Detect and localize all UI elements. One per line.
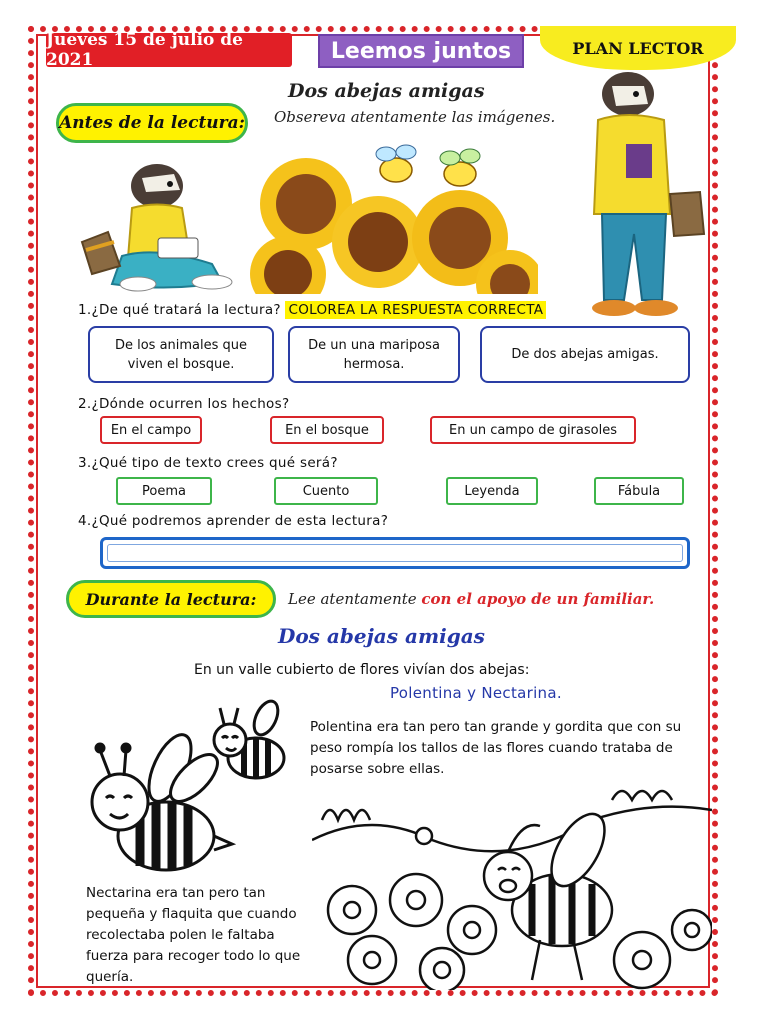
- flower-field-scene-illustration: [312, 780, 712, 990]
- antes-section-pill: [56, 103, 248, 143]
- story-title: Dos abejas amigas: [278, 624, 485, 648]
- story-title-top: Dos abejas amigas: [288, 80, 485, 102]
- question-1-highlight: COLOREA LA RESPUESTA CORRECTA: [285, 301, 546, 319]
- durante-section-pill: [66, 580, 276, 618]
- q3-option-cuento[interactable]: Cuento: [274, 477, 378, 505]
- question-4: 4.¿Qué podremos aprender de esta lectura?: [78, 513, 389, 529]
- paragraph-nectarina: Nectarina era tan pero tan pequeña y flaquita que cuando recolectaba polen le faltaba fuerza para recoger todo lo que quería.: [86, 885, 301, 985]
- two-bees-illustration: [70, 694, 300, 884]
- q4-answer-field[interactable]: [100, 537, 690, 569]
- read-instruction-red: con el apoyo de un familiar.: [421, 590, 655, 608]
- q1-option-mariposa[interactable]: De un una mariposa hermosa.: [288, 326, 460, 383]
- q3-option-leyenda[interactable]: Leyenda: [446, 477, 538, 505]
- question-1: [78, 302, 546, 318]
- durante-section-label: Durante la lectura:: [85, 589, 257, 609]
- plan-lector-badge: PLAN LECTOR: [540, 26, 736, 70]
- paragraph-polentina: Polentina era tan pero tan grande y gordita que con su peso rompía los tallos de las flores cuando trataba de posarse sobre ellas.: [310, 719, 682, 777]
- date-label: Jueves 15 de julio de 2021: [46, 33, 292, 67]
- standing-badger-illustration: [578, 64, 708, 334]
- observe-instruction: Obsereva atentamente las imágenes.: [274, 108, 556, 126]
- bee-names: Polentina y Nectarina.: [390, 684, 562, 702]
- worksheet-title: Leemos juntos: [318, 34, 524, 68]
- q2-option-girasoles[interactable]: En un campo de girasoles: [430, 416, 636, 444]
- antes-section-label: Antes de la lectura:: [59, 113, 245, 133]
- q2-option-campo[interactable]: En el campo: [100, 416, 202, 444]
- story-intro: En un valle cubierto de flores vivían dos abejas:: [194, 662, 530, 678]
- sunflowers-bees-illustration: [248, 134, 538, 294]
- read-instruction: [288, 590, 654, 608]
- q1-option-animales[interactable]: De los animales que viven el bosque.: [88, 326, 274, 383]
- q1-option-abejas[interactable]: De dos abejas amigas.: [480, 326, 690, 383]
- read-instruction-start: Lee atentamente: [288, 590, 422, 608]
- q2-option-bosque[interactable]: En el bosque: [270, 416, 384, 444]
- reading-badger-illustration: [62, 146, 242, 296]
- q3-option-fabula[interactable]: Fábula: [594, 477, 684, 505]
- question-1-text: 1.¿De qué tratará la lectura?: [78, 302, 281, 318]
- question-2: 2.¿Dónde ocurren los hechos?: [78, 396, 290, 412]
- question-3: 3.¿Qué tipo de texto crees qué será?: [78, 455, 338, 471]
- q3-option-poema[interactable]: Poema: [116, 477, 212, 505]
